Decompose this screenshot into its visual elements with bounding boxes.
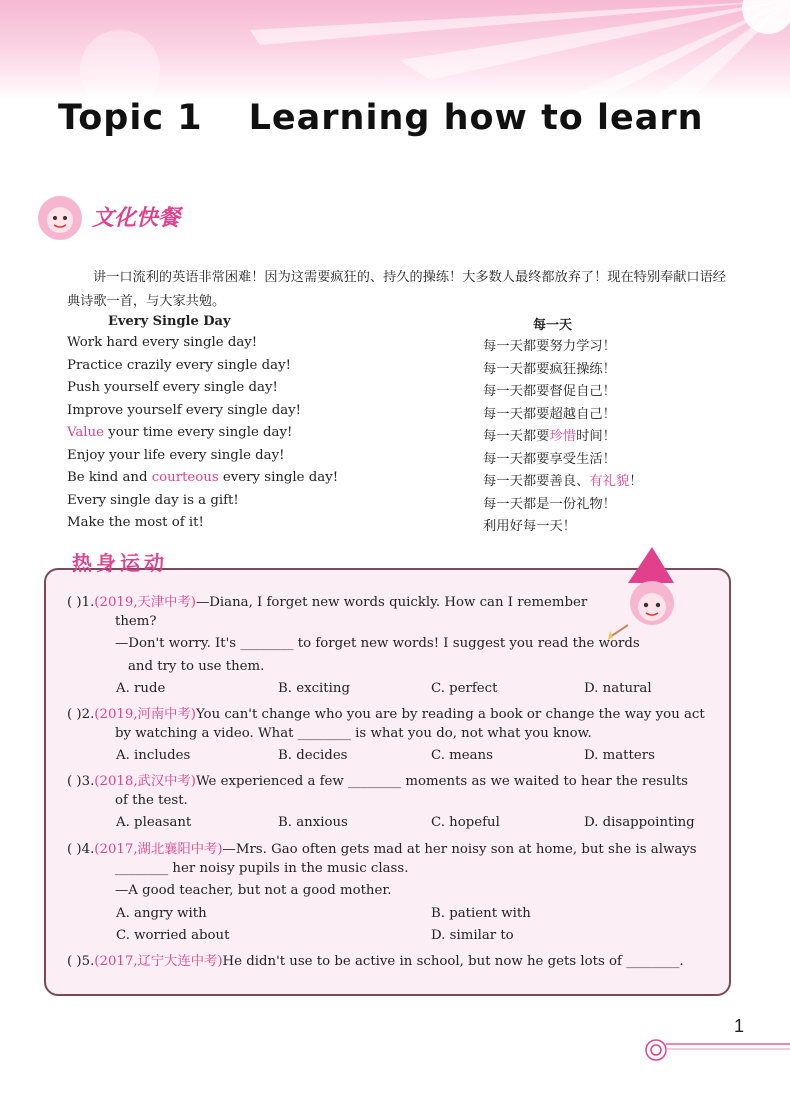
question-text-line: of the test. — [115, 792, 188, 808]
option: B. patient with — [431, 905, 531, 921]
option: A. includes — [116, 748, 191, 763]
question-3 — [67, 770, 688, 789]
poem-text: Practice crazily every single day! — [67, 357, 291, 373]
poem-line-zh — [483, 380, 616, 399]
poem-text: 每一天都是一份礼物！ — [483, 496, 616, 512]
poem-title-en: Every Single Day — [108, 314, 231, 329]
poem-line-en — [67, 380, 278, 395]
answer-bracket: ( ) — [67, 707, 82, 722]
poem-line-en — [67, 448, 284, 463]
question-4 — [67, 838, 697, 857]
header-banner — [0, 0, 790, 100]
question-text: We experienced a few ________ moments as we waited to hear the results — [195, 774, 688, 789]
question-text-line: by watching a video. What ________ is what you do, not what you know. — [115, 725, 592, 741]
poem-text: 每一天都要享受生活！ — [483, 451, 616, 467]
poem-text: 每一天都要督促自己！ — [483, 384, 616, 399]
topic-number: Topic 1 — [58, 98, 203, 138]
answer-bracket: ( ) — [67, 774, 82, 789]
question-source: (2017,湖北襄阳中考) — [94, 842, 223, 857]
poem-text: Enjoy your life every single day! — [67, 447, 285, 463]
question-text-line: —Don't worry. It's ________ to forget new words! I suggest you read the words — [115, 636, 640, 651]
option: D. disappointing — [584, 815, 695, 830]
poem-text: Be kind and — [67, 470, 152, 485]
poem-text: 每一天都要努力学习！ — [483, 339, 616, 354]
question-number: 2. — [81, 707, 95, 722]
question-5 — [67, 950, 684, 969]
question-text-line: them? — [115, 613, 157, 629]
intro-paragraph: 讲一口流利的英语非常困难！因为这需要疯狂的、持久的操练！大多数人最终都放弃了！现在特别奉献口语经典诗歌一首，与大家共勉。 — [67, 270, 726, 309]
topic-name: Learning how to learn — [248, 98, 704, 138]
question-text-line: —A good teacher, but not a good mother. — [115, 883, 392, 898]
option: C. worried about — [116, 928, 230, 943]
poem-line-en — [67, 515, 204, 530]
poem-text: 每一天都要疯狂操练！ — [483, 361, 616, 377]
poem-text: Work hard every single day! — [67, 335, 258, 350]
question-text-line: and try to use them. — [128, 658, 265, 674]
poem-line-zh — [483, 335, 616, 354]
poem-text: Make the most of it! — [67, 515, 204, 530]
section-warmup-heading: 热身运动 — [72, 551, 168, 575]
question-1 — [67, 591, 587, 610]
option: B. anxious — [278, 815, 348, 830]
question-text: You can't change who you are by reading a book or change the way you act — [195, 707, 705, 722]
question-source: (2019,河南中考) — [94, 707, 196, 722]
poem-text: Push yourself every single day! — [67, 380, 278, 395]
poem-text: 每一天都要超越自己！ — [483, 406, 616, 422]
poem-line-zh — [483, 448, 616, 467]
option: A. angry with — [116, 905, 207, 921]
poem-line-zh — [483, 403, 616, 422]
poem-line-zh — [483, 515, 576, 534]
poem-text: 时间！ — [576, 429, 616, 444]
option: C. hopeful — [431, 815, 500, 830]
mascot-girl-icon — [30, 188, 90, 248]
option: A. pleasant — [116, 815, 192, 830]
poem-highlight: 有礼貌 — [589, 474, 630, 489]
question-number: 1. — [81, 595, 95, 610]
question-text: —Diana, I forget new words quickly. How can I remember — [195, 595, 588, 610]
option: D. matters — [584, 748, 655, 763]
poem-line-en — [67, 470, 338, 485]
question-source: (2017,辽宁大连中考) — [94, 954, 223, 969]
option: B. exciting — [278, 681, 350, 696]
question-text-line: ________ her noisy pupils in the music class. — [115, 860, 409, 876]
option: B. decides — [278, 748, 348, 763]
poem-highlight: courteous — [151, 470, 219, 485]
question-source: (2019,天津中考) — [94, 595, 196, 610]
poem-title-zh: 每一天 — [533, 318, 573, 333]
question-source: (2018,武汉中考) — [94, 774, 196, 789]
question-number: 5. — [81, 954, 95, 969]
option: C. perfect — [431, 681, 498, 696]
poem-line-en — [67, 425, 292, 440]
poem-text: 每一天都要善良、 — [483, 474, 590, 489]
poem-line-en — [67, 403, 301, 418]
page-number: 1 — [734, 1016, 745, 1036]
mascot-wizard-icon — [608, 545, 688, 645]
sparkle-icon — [742, 0, 790, 34]
poem-line-zh — [483, 470, 643, 489]
poem-text: Improve yourself every single day! — [67, 402, 302, 418]
answer-bracket: ( ) — [67, 842, 82, 857]
sparkle-rays-decoration — [0, 0, 790, 100]
poem-text: 利用好每一天！ — [483, 519, 577, 534]
poem-text: Every single day is a gift! — [67, 492, 239, 508]
poem-line-en — [67, 335, 257, 350]
poem-line-zh — [483, 425, 616, 444]
footer-swirl-decoration — [640, 1036, 790, 1066]
poem-text: your time every single day! — [104, 425, 293, 440]
poem-highlight: 珍惜 — [549, 429, 577, 444]
poem-text: ！ — [629, 474, 643, 489]
option: A. rude — [116, 681, 166, 696]
question-number: 4. — [81, 842, 95, 857]
question-text: He didn't use to be active in school, but now he gets lots of ________. — [222, 954, 684, 969]
poem-line-en — [67, 358, 291, 373]
poem-text: 每一天都要 — [483, 429, 550, 444]
answer-bracket: ( ) — [67, 595, 82, 610]
question-2 — [67, 703, 705, 722]
poem-line-zh — [483, 358, 616, 377]
poem-line-zh — [483, 493, 616, 512]
option: C. means — [431, 748, 493, 763]
question-text: —Mrs. Gao often gets mad at her noisy son at home, but she is always — [222, 842, 697, 857]
page-title — [58, 98, 704, 138]
poem-highlight: Value — [67, 425, 104, 440]
section-culture-heading: 文化快餐 — [92, 206, 181, 231]
option: D. natural — [584, 681, 652, 696]
poem-text: every single day! — [218, 470, 339, 485]
poem-line-en — [67, 493, 239, 508]
option: D. similar to — [431, 928, 514, 943]
answer-bracket: ( ) — [67, 954, 82, 969]
question-number: 3. — [81, 774, 95, 789]
